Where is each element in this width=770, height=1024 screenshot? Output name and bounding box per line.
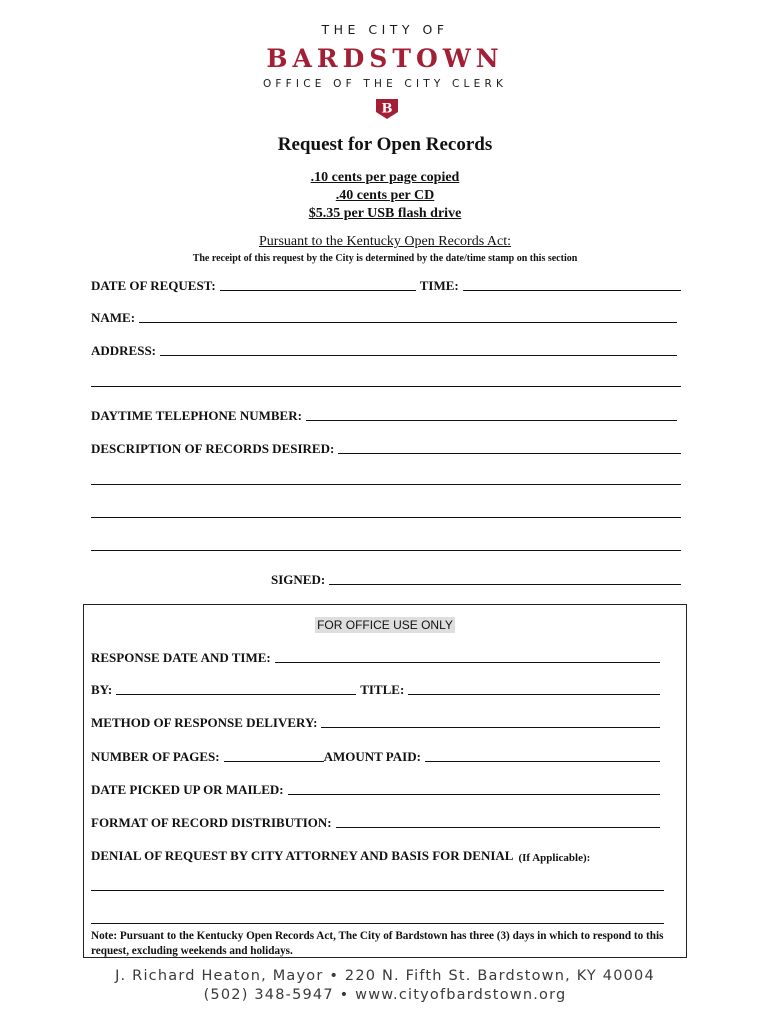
response-field[interactable] (275, 662, 660, 663)
picked-field[interactable] (288, 794, 660, 795)
address-line-2 (91, 376, 681, 390)
description-row (91, 441, 681, 457)
fee-per-cd: .40 cents per CD (335, 188, 435, 203)
letterhead-top-line: THE CITY OF (321, 22, 449, 37)
office-use-heading (0, 616, 770, 634)
description-line-2 (91, 474, 681, 488)
pages-label: NUMBER OF PAGES: (91, 749, 220, 764)
office-use-heading-text: FOR OFFICE USE ONLY (317, 618, 453, 632)
description-line-4 (91, 540, 681, 554)
method-field[interactable] (321, 727, 660, 728)
description-field-3[interactable] (91, 517, 681, 518)
phone-field[interactable] (306, 420, 677, 421)
date-label: DATE OF REQUEST: (91, 278, 216, 293)
pages-field[interactable] (224, 761, 324, 762)
city-logo-badge-icon (374, 97, 400, 121)
pages-amount-row (91, 749, 664, 765)
format-row (91, 815, 664, 831)
address-field-2[interactable] (91, 386, 681, 387)
by-label: BY: (91, 682, 113, 697)
picked-label: DATE PICKED UP OR MAILED: (91, 782, 284, 797)
description-field-4[interactable] (91, 550, 681, 551)
footer-contact: (502) 348-5947 • www.cityofbardstown.org (203, 987, 567, 1003)
format-field[interactable] (336, 827, 660, 828)
date-field[interactable] (220, 290, 416, 291)
title-label: TITLE: (360, 682, 405, 697)
receipt-note: The receipt of this request by the City is determined by the date/time stamp on this section (192, 253, 578, 264)
letterhead-city-name: BARDSTOWN (266, 44, 504, 73)
by-title-row (91, 682, 664, 698)
method-label: METHOD OF RESPONSE DELIVERY: (91, 715, 318, 730)
address-label: ADDRESS: (91, 343, 157, 358)
amount-label: AMOUNT PAID: (323, 749, 421, 764)
denial-field-1[interactable] (91, 890, 664, 891)
picked-row (91, 782, 664, 798)
date-time-row (91, 278, 681, 294)
by-field[interactable] (116, 694, 356, 695)
format-label: FORMAT OF RECORD DISTRIBUTION: (91, 815, 332, 830)
name-label: NAME: (91, 310, 136, 325)
fee-per-page: .10 cents per page copied (310, 170, 460, 185)
badge-letter: B (381, 101, 393, 117)
signed-row (271, 572, 681, 588)
method-row (91, 715, 664, 731)
signed-label: SIGNED: (271, 572, 326, 587)
time-field[interactable] (463, 290, 681, 291)
address-field[interactable] (160, 355, 677, 356)
phone-row (91, 408, 681, 424)
applicable-label: (If Applicable): (518, 852, 591, 864)
time-label: TIME: (419, 278, 459, 293)
pursuant-statement: Pursuant to the Kentucky Open Records Act: (259, 234, 511, 249)
description-line-3 (91, 507, 681, 521)
denial-line-1 (91, 880, 664, 894)
footer-address: J. Richard Heaton, Mayor • 220 N. Fifth St. Bardstown, KY 40004 (115, 968, 655, 984)
amount-field[interactable] (425, 761, 660, 762)
title-field[interactable] (408, 694, 660, 695)
denial-line-2 (91, 913, 664, 927)
phone-label: DAYTIME TELEPHONE NUMBER: (91, 408, 302, 423)
denial-field-2[interactable] (91, 923, 664, 924)
address-row (91, 343, 681, 359)
fee-per-usb: $5.35 per USB flash drive (308, 206, 462, 221)
name-row (91, 310, 681, 326)
description-field-2[interactable] (91, 484, 681, 485)
name-field[interactable] (139, 322, 677, 323)
letterhead-office: OFFICE OF THE CITY CLERK (262, 78, 508, 90)
description-field[interactable] (338, 453, 681, 454)
page-title: Request for Open Records (277, 134, 493, 155)
office-note: Note: Pursuant to the Kentucky Open Records Act, The City of Bardstown has three (3) days in which to respond to this request, excluding weekends and holidays. (91, 930, 664, 957)
denial-row (91, 848, 664, 864)
response-row (91, 650, 664, 666)
denial-label: DENIAL OF REQUEST BY CITY ATTORNEY AND BASIS FOR DENIAL (91, 848, 514, 863)
signature-field[interactable] (329, 584, 681, 585)
description-label: DESCRIPTION OF RECORDS DESIRED: (91, 441, 335, 456)
response-label: RESPONSE DATE AND TIME: (91, 650, 271, 665)
